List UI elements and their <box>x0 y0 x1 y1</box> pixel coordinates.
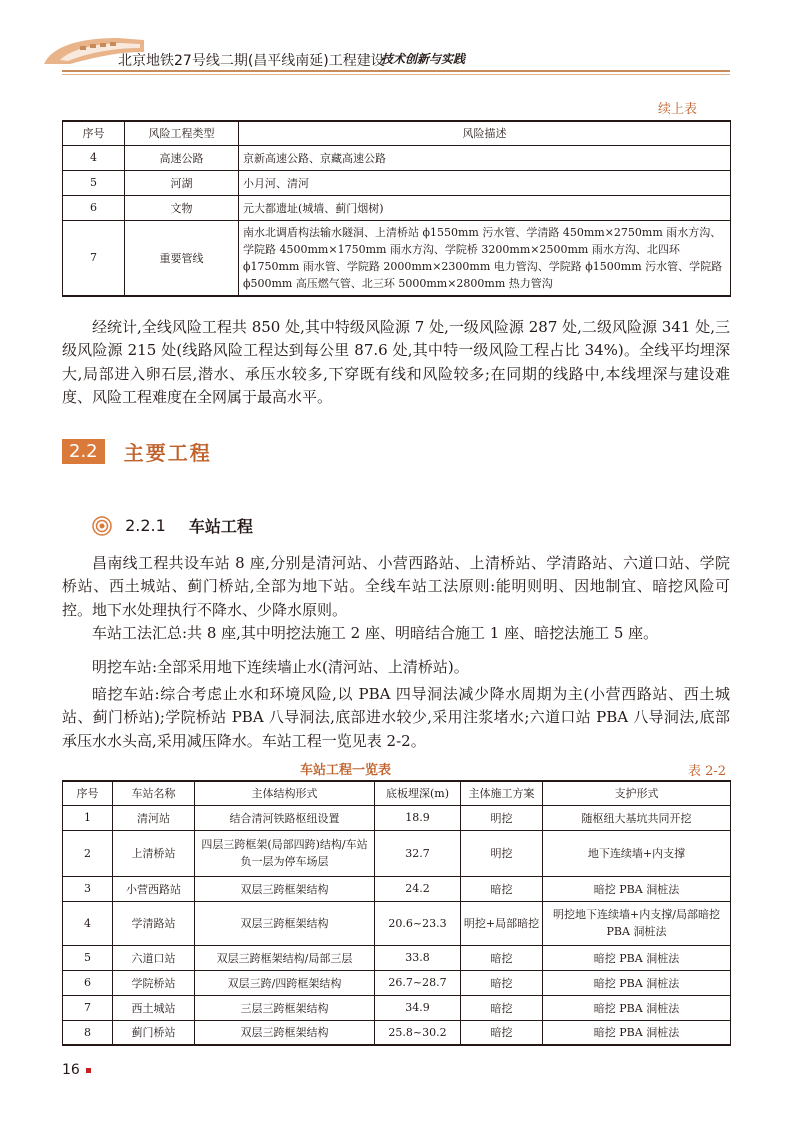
table-row <box>63 901 731 945</box>
table-row <box>63 876 731 901</box>
page-marker-square <box>86 1068 91 1073</box>
row-number: 6 <box>63 970 113 995</box>
support-form: 明挖地下连续墙+内支撑/局部暗挖 PBA 洞桩法 <box>543 901 731 945</box>
support-form: 暗挖 PBA 洞桩法 <box>543 970 731 995</box>
column-header: 车站名称 <box>113 781 195 805</box>
construction-method: 暗挖 <box>461 995 543 1020</box>
table-row <box>63 995 731 1020</box>
construction-method: 暗挖 <box>461 1020 543 1045</box>
table-row <box>63 945 731 970</box>
running-header-title: 北京地铁27号线二期(昌平线南延)工程建设 <box>118 53 385 69</box>
support-form: 暗挖 PBA 洞桩法 <box>543 1020 731 1045</box>
construction-method: 明挖 <box>461 830 543 876</box>
structure-form: 四层三跨框架(局部四跨)结构/车站负一层为停车场层 <box>195 830 375 876</box>
page-header <box>0 0 790 95</box>
body-paragraph: 明挖车站:全部采用地下连续墙止水(清河站、上清桥站)。 <box>92 658 469 676</box>
row-number: 7 <box>63 995 113 1020</box>
body-paragraph: 经统计,全线风险工程共 850 处,其中特级风险源 7 处,一级风险源 287 处,二级风险源 341 处,三级风险源 215 处(线路风险工程达到每公里 87.6 处,其中特一级风险工程占比 34%)。全线平均埋深大,局部进入卵石层,潜水、承压水较多,下穿既有线和风险较多;在同期的线路中,本线埋深与建设难度、风险工程难度在全网属于最高水平。 <box>62 318 730 407</box>
row-number: 3 <box>63 876 113 901</box>
row-number: 8 <box>63 1020 113 1045</box>
row-number: 1 <box>63 805 113 830</box>
row-number: 2 <box>63 830 113 876</box>
floor-depth: 24.2 <box>375 876 461 901</box>
section-heading <box>62 437 212 467</box>
risk-description: 小月河、清河 <box>239 170 731 195</box>
floor-depth: 25.8~30.2 <box>375 1020 461 1045</box>
station-name: 西土城站 <box>113 995 195 1020</box>
row-number: 6 <box>63 195 125 220</box>
risk-type: 文物 <box>125 195 239 220</box>
support-form: 暗挖 PBA 洞桩法 <box>543 995 731 1020</box>
column-header: 底板埋深(m) <box>375 781 461 805</box>
table-row <box>63 195 731 220</box>
body-paragraph: 车站工法汇总:共 8 座,其中明挖法施工 2 座、明暗结合施工 1 座、暗挖法施工 5 座。 <box>92 624 659 642</box>
subsection-heading <box>92 514 253 538</box>
row-number: 5 <box>63 170 125 195</box>
station-name: 蓟门桥站 <box>113 1020 195 1045</box>
support-form: 暗挖 PBA 洞桩法 <box>543 945 731 970</box>
row-number: 4 <box>63 145 125 170</box>
table-row <box>63 805 731 830</box>
station-name: 上清桥站 <box>113 830 195 876</box>
column-header: 风险描述 <box>239 121 731 145</box>
structure-form: 三层三跨框架结构 <box>195 995 375 1020</box>
table-title: 车站工程一览表 <box>300 763 392 778</box>
risk-description: 京新高速公路、京藏高速公路 <box>239 145 731 170</box>
support-form: 随枢纽大基坑共同开挖 <box>543 805 731 830</box>
station-table <box>62 780 731 1046</box>
table-row <box>63 830 731 876</box>
row-number: 5 <box>63 945 113 970</box>
floor-depth: 18.9 <box>375 805 461 830</box>
construction-method: 明挖 <box>461 805 543 830</box>
support-form: 暗挖 PBA 洞桩法 <box>543 876 731 901</box>
header-divider <box>62 70 730 72</box>
station-name: 清河站 <box>113 805 195 830</box>
structure-form: 双层三跨/四跨框架结构 <box>195 970 375 995</box>
row-number: 4 <box>63 901 113 945</box>
construction-method: 暗挖 <box>461 876 543 901</box>
table-row <box>63 170 731 195</box>
column-header: 主体施工方案 <box>461 781 543 805</box>
floor-depth: 34.9 <box>375 995 461 1020</box>
column-header: 支护形式 <box>543 781 731 805</box>
station-name: 学清路站 <box>113 901 195 945</box>
support-form: 地下连续墙+内支撑 <box>543 830 731 876</box>
subsection-number: 2.2.1 <box>125 516 166 535</box>
station-name: 六道口站 <box>113 945 195 970</box>
row-number: 7 <box>63 220 125 296</box>
concentric-circle-icon <box>92 516 112 536</box>
body-paragraph: 暗挖车站:综合考虑止水和环境风险,以 PBA 四导洞法减少降水周期为主(小营西路站、西土城站、蓟门桥站);学院桥站 PBA 八导洞法,底部进水较少,采用注浆堵水;六道口站 PBA 八导洞法,底部承压水水头高,采用减压降水。车站工程一览见表 2-2。 <box>62 685 730 750</box>
table-row <box>63 145 731 170</box>
structure-form: 结合清河铁路枢纽设置 <box>195 805 375 830</box>
column-header: 风险工程类型 <box>125 121 239 145</box>
column-header: 序号 <box>63 781 113 805</box>
risk-table <box>62 120 731 297</box>
table-row <box>63 1020 731 1045</box>
structure-form: 双层三跨框架结构 <box>195 876 375 901</box>
construction-method: 暗挖 <box>461 945 543 970</box>
risk-type: 重要管线 <box>125 220 239 296</box>
floor-depth: 33.8 <box>375 945 461 970</box>
section-title: 主要工程 <box>123 441 212 465</box>
risk-type: 河湖 <box>125 170 239 195</box>
structure-form: 双层三跨框架结构 <box>195 901 375 945</box>
structure-form: 双层三跨框架结构/局部三层 <box>195 945 375 970</box>
risk-description: 元大都遗址(城墙、蓟门烟树) <box>239 195 731 220</box>
station-name: 学院桥站 <box>113 970 195 995</box>
running-header-subtitle: 技术创新与实践 <box>381 52 466 66</box>
table-row <box>63 220 731 296</box>
page-number: 16 <box>62 1062 80 1078</box>
station-name: 小营西路站 <box>113 876 195 901</box>
risk-description: 南水北调盾构法输水隧洞、上清桥站 ϕ1550mm 污水管、学清路 450mm×2750mm 雨水方沟、学院路 4500mm×1750mm 雨水方沟、学院桥 3200mm×2500mm 雨水方沟、北四环 ϕ1750mm 雨水管、学院路 2000mm×2300mm 电力管沟、学院路 ϕ1500mm 污水管、学院路 ϕ500mm 高压燃气管、北三环 5000mm×2800mm 热力管沟 <box>239 220 731 296</box>
table-label: 表 2-2 <box>688 764 727 779</box>
floor-depth: 32.7 <box>375 830 461 876</box>
table-continued-label: 续上表 <box>658 102 698 117</box>
construction-method: 暗挖 <box>461 970 543 995</box>
header-divider-thin <box>62 74 730 75</box>
table-row <box>63 970 731 995</box>
subsection-title: 车站工程 <box>188 517 253 536</box>
column-header: 序号 <box>63 121 125 145</box>
construction-method: 明挖+局部暗挖 <box>461 901 543 945</box>
structure-form: 双层三跨框架结构 <box>195 1020 375 1045</box>
body-paragraph: 昌南线工程共设车站 8 座,分别是清河站、小营西路站、上清桥站、学清路站、六道口站、学院桥站、西土城站、蓟门桥站,全部为地下站。全线车站工法原则:能明则明、因地制宜、暗挖风险可控。地下水处理执行不降水、少降水原则。 <box>62 554 730 619</box>
section-number: 2.2 <box>62 439 105 464</box>
column-header: 主体结构形式 <box>195 781 375 805</box>
floor-depth: 20.6~23.3 <box>375 901 461 945</box>
floor-depth: 26.7~28.7 <box>375 970 461 995</box>
risk-type: 高速公路 <box>125 145 239 170</box>
